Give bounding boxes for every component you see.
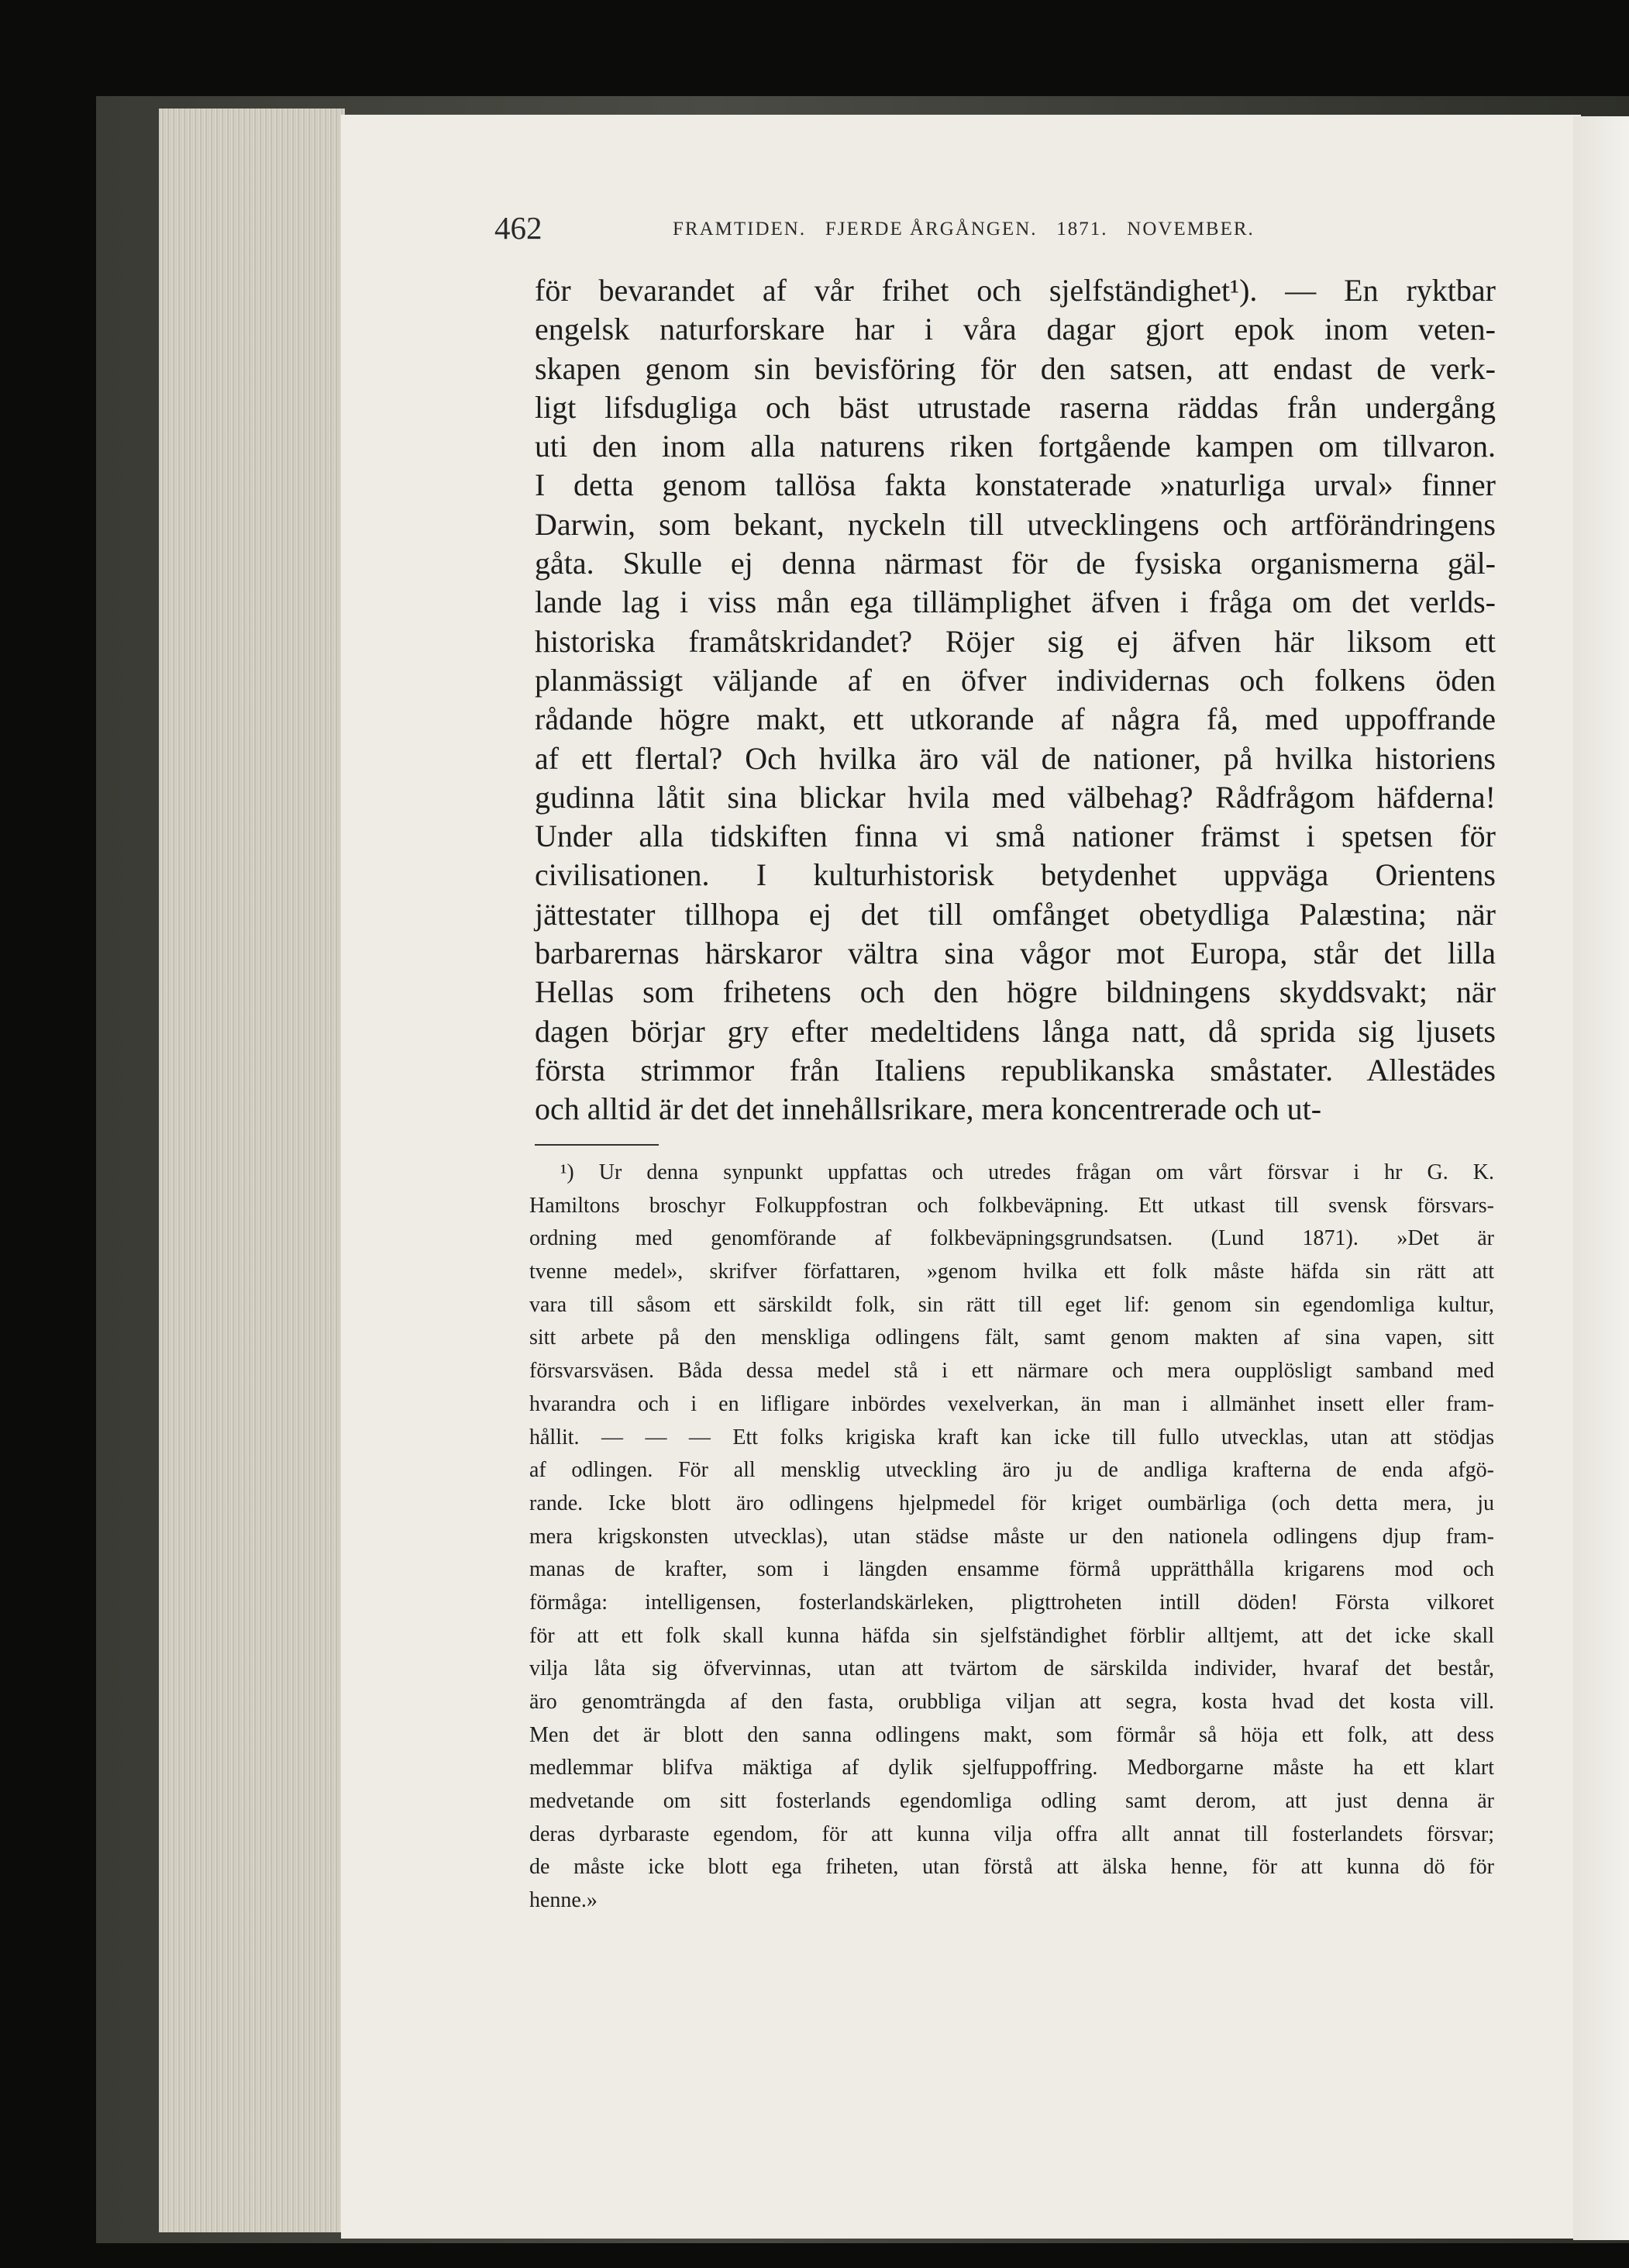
page-number: 462 xyxy=(494,210,542,246)
footnote-line: hvarandra och i en lifligare inbördes vexelverkan, än man i allmänhet insett eller fram- xyxy=(529,1391,1494,1416)
page-edges xyxy=(159,109,345,2232)
footnote-line: försvarsväsen. Båda dessa medel stå i ett närmare och mera oupplösligt samband med xyxy=(529,1359,1494,1384)
text-line: lande lag i viss mån ega tillämplighet äfven i fråga om det verlds- xyxy=(535,584,1496,620)
text-line: I detta genom tallösa fakta konstaterade »naturliga urval» finner xyxy=(535,467,1496,503)
running-title: FRAMTIDEN. FJERDE ÅRGÅNGEN. 1871. NOVEMBER. xyxy=(673,219,1255,240)
text-line: Under alla tidskiften finna vi små nationer främst i spetsen för xyxy=(535,819,1496,854)
footnote-rule xyxy=(535,1144,659,1146)
footnote-line: förmåga: intelligensen, fosterlandskärleken, pligttroheten intill döden! Första vilkoret xyxy=(529,1590,1494,1615)
footnote-line: henne.» xyxy=(529,1888,598,1913)
footnote-line: manas de krafter, som i längden ensamme förmå upprätthålla krigarens mod och xyxy=(529,1557,1494,1582)
footnote-line: rande. Icke blott äro odlingens hjelpmedel för kriget oumbärliga (och detta mera, ju xyxy=(529,1491,1494,1515)
footnote-line: deras dyrbaraste egendom, för att kunna vilja offra allt annat till fosterlandets försvar; xyxy=(529,1822,1494,1846)
footnote-line: hållit. — — — Ett folks krigiska kraft kan icke till fullo utvecklas, utan att stödjas xyxy=(529,1425,1494,1449)
page-fold xyxy=(1573,116,1629,2240)
main-text xyxy=(535,271,1496,1129)
text-line: civilisationen. I kulturhistorisk betydenhet uppväga Orientens xyxy=(535,857,1496,893)
text-line: historiska framåtskridandet? Röjer sig ej äfven här liksom ett xyxy=(535,623,1496,659)
footnote-line: Hamiltons broschyr Folkuppfostran och folkbeväpning. Ett utkast till svensk försvars- xyxy=(529,1193,1494,1218)
footnote-line: ¹) Ur denna synpunkt uppfattas och utredes frågan om vårt försvar i hr G. K. xyxy=(560,1160,1494,1184)
footnote-line: ordning med genomförande af folkbeväpningsgrundsatsen. (Lund 1871). »Det är xyxy=(529,1226,1494,1251)
text-line: af ett flertal? Och hvilka äro väl de nationer, på hvilka historiens xyxy=(535,740,1496,776)
footnote-line: medlemmar blifva mäktiga af dylik sjelfuppoffring. Medborgarne måste ha ett klart xyxy=(529,1756,1494,1780)
text-line: rådande högre makt, ett utkorande af några få, med uppoffrande xyxy=(535,701,1496,737)
text-line: jättestater tillhopa ej det till omfånget obetydliga Palæstina; när xyxy=(535,896,1496,932)
footnote-line: för att ett folk skall kunna häfda sin sjelfständighet förblir alltjemt, att det icke skall xyxy=(529,1623,1494,1648)
text-line: gåta. Skulle ej denna närmast för de fysiska organismerna gäl- xyxy=(535,546,1496,581)
text-line: gudinna låtit sina blickar hvila med välbehag? Rådfrågom häfderna! xyxy=(535,779,1496,815)
text-line: uti den inom alla naturens riken fortgående kampen om tillvaron. xyxy=(535,429,1496,464)
text-line: engelsk naturforskare har i våra dagar gjort epok inom veten- xyxy=(535,312,1496,347)
footnote-line: sitt arbete på den menskliga odlingens fält, samt genom makten af sina vapen, sitt xyxy=(529,1325,1494,1350)
footnote-line: medvetande om sitt fosterlands egendomliga odling samt derom, att just denna är xyxy=(529,1789,1494,1814)
footnote-line: af odlingen. För all mensklig utveckling äro ju de andliga krafterna de enda afgö- xyxy=(529,1458,1494,1483)
text-line: första strimmor från Italiens republikanska småstater. Allestädes xyxy=(535,1052,1496,1087)
footnote xyxy=(529,1156,1494,1918)
text-line: Hellas som frihetens och den högre bildningens skyddsvakt; när xyxy=(535,974,1496,1010)
footnote-line: de måste icke blott ega friheten, utan förstå att älska henne, för att kunna dö för xyxy=(529,1855,1494,1880)
footnote-line: mera krigskonsten utvecklas), utan städse måste ur den nationela odlingens djup fram- xyxy=(529,1524,1494,1549)
page-header xyxy=(494,209,1506,248)
footnote-line: äro genomträngda af den fasta, orubbliga viljan att segra, kosta hvad det kosta vill. xyxy=(529,1690,1494,1714)
text-line: och alltid är det det innehållsrikare, mera koncentrerade och ut- xyxy=(535,1091,1322,1127)
footnote-line: vara till såsom ett särskildt folk, sin rätt till eget lif: genom sin egendomliga kultur, xyxy=(529,1292,1494,1317)
text-line: dagen börjar gry efter medeltidens långa natt, då sprida sig ljusets xyxy=(535,1013,1496,1049)
text-line: barbarernas härskaror vältra sina vågor mot Europa, står det lilla xyxy=(535,936,1496,971)
footnote-line: vilja låta sig öfvervinnas, utan att tvärtom de särskilda individer, hvaraf det består, xyxy=(529,1656,1494,1681)
footnote-line: Men det är blott den sanna odlingens makt, som förmår så höja ett folk, att dess xyxy=(529,1722,1494,1747)
text-line: ligt lifsdugliga och bäst utrustade raserna räddas från undergång xyxy=(535,389,1496,425)
text-line: Darwin, som bekant, nyckeln till utvecklingens och artförändringens xyxy=(535,506,1496,542)
text-line: skapen genom sin bevisföring för den satsen, att endast de verk- xyxy=(535,350,1496,386)
footnote-line: tvenne medel», skrifver författaren, »genom hvilka ett folk måste häfda sin rätt att xyxy=(529,1260,1494,1284)
text-line: för bevarandet af vår frihet och sjelfständighet¹). — En ryktbar xyxy=(535,273,1496,308)
text-line: planmässigt väljande af en öfver individernas och folkens öden xyxy=(535,662,1496,698)
